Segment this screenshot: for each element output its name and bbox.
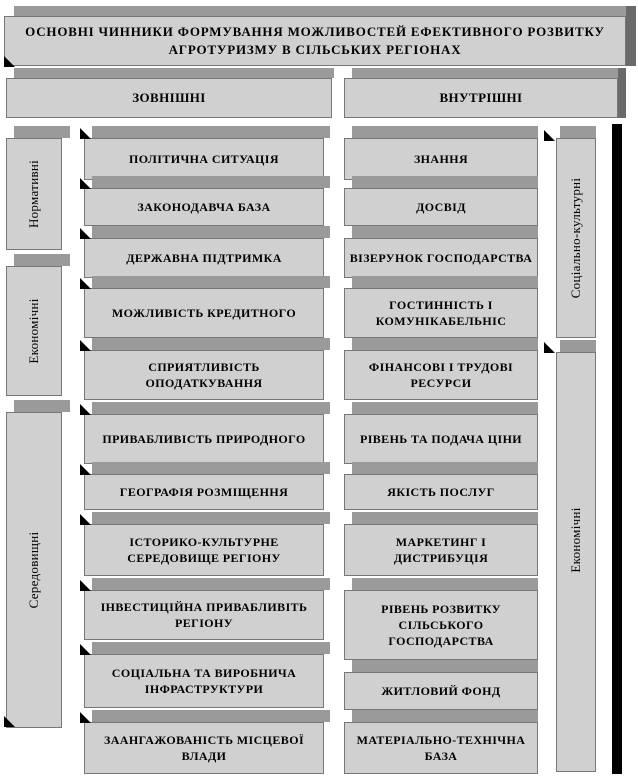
internal-factor-5: ФІНАНСОВІ І ТРУДОВІ РЕСУРСИ [344,350,538,400]
left-group-normative-label: Нормативні [26,159,41,229]
diagram-title: ОСНОВНІ ЧИННИКИ ФОРМУВАННЯ МОЖЛИВОСТЕЙ ЕФЕКТИВНОГО РОЗВИТКУ АГРОТУРИЗМУ В СІЛЬСЬКИХ РЕГІОНАХ [4,16,626,66]
external-factor-9: ІНВЕСТИЦІЙНА ПРИВАБЛИВІТЬ РЕГІОНУ [84,590,324,640]
internal-factor-1: ЗНАННЯ [344,138,538,180]
external-factor-3: ДЕРЖАВНА ПІДТРИМКА [84,238,324,278]
internal-factor-4: ГОСТИННІСТЬ І КОМУНІКАБЕЛЬНІС [344,288,538,338]
external-factor-10: СОЦІАЛЬНА ТА ВИРОБНИЧА ІНФРАСТРУКТУРИ [84,654,324,708]
external-factor-11: ЗААНГАЖОВАНІСТЬ МІСЦЕВОЇ ВЛАДИ [84,722,324,774]
left-group-economic-label: Економічні [26,298,41,364]
internal-factor-10: ЖИТЛОВИЙ ФОНД [344,672,538,710]
internal-factor-2: ДОСВІД [344,188,538,226]
external-factor-4: МОЖЛИВІСТЬ КРЕДИТНОГО [84,288,324,338]
external-factor-1: ПОЛІТИЧНА СИТУАЦІЯ [84,138,324,180]
left-group-environmental-label: Середовищні [26,531,41,609]
internal-factor-7: ЯКІСТЬ ПОСЛУГ [344,474,538,510]
external-header: ЗОВНІШНІ [6,78,332,118]
internal-factor-11: МАТЕРІАЛЬНО-ТЕХНІЧНА БАЗА [344,722,538,774]
internal-factor-3: ВІЗЕРУНОК ГОСПОДАРСТВА [344,238,538,278]
right-group-economic-label: Економічні [568,507,583,573]
external-factor-5: СПРИЯТЛИВІСТЬ ОПОДАТКУВАННЯ [84,350,324,400]
internal-factor-8: МАРКЕТИНГ І ДИСТРИБУЦІЯ [344,524,538,576]
external-factor-8: ІСТОРИКО-КУЛЬТУРНЕ СЕРЕДОВИЩЕ РЕГІОНУ [84,524,324,576]
internal-header: ВНУТРІШНІ [344,78,618,118]
internal-factor-9: РІВЕНЬ РОЗВИТКУ СІЛЬСЬКОГО ГОСПОДАРСТВА [344,590,538,660]
external-factor-6: ПРИВАБЛИВІСТЬ ПРИРОДНОГО [84,414,324,464]
external-factor-7: ГЕОГРАФІЯ РОЗМІЩЕННЯ [84,474,324,510]
right-group-sociocultural-label: Соціально-культурні [568,177,583,299]
internal-factor-6: РІВЕНЬ ТА ПОДАЧА ЦІНИ [344,414,538,464]
external-factor-2: ЗАКОНОДАВЧА БАЗА [84,188,324,226]
